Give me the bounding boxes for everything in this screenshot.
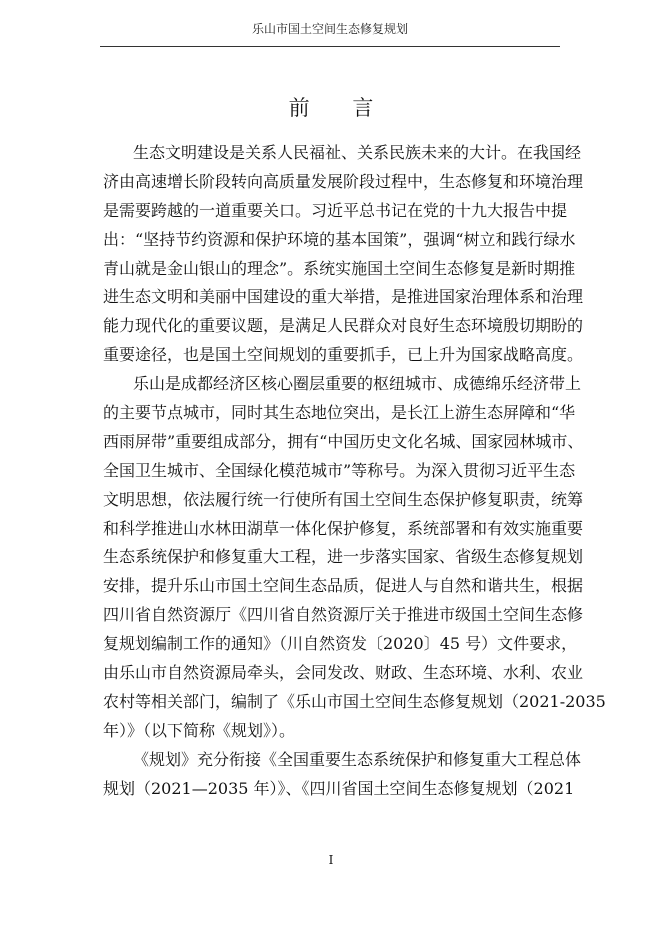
paragraph-line: 全国卫生城市、全国绿化模范城市”等称号。为深入贯彻习近平生态 (103, 460, 576, 480)
paragraph-line: 乐山是成都经济区核心圈层重要的枢纽城市、成德绵乐经济带上 (133, 374, 582, 394)
paragraph-line: 由乐山市自然资源局牵头，会同发改、财政、生态环境、水利、农业 (103, 663, 584, 683)
header-rule (100, 46, 560, 47)
paragraph-line: 年）》（以下简称《规划》）。 (103, 720, 296, 740)
paragraph-line: 是需要跨越的一道重要关口。习近平总书记在党的十九大报告中提 (103, 200, 568, 220)
paragraph-line: 西雨屏带”重要组成部分，拥有“中国历史文化名城、国家园林城市、 (103, 431, 584, 451)
paragraph-line: 安排，提升乐山市国土空间生态品质，促进人与自然和谐共生，根据 (103, 576, 584, 596)
document-body (103, 139, 606, 803)
paragraph-line: 生态系统保护和修复重大工程，进一步落实国家、省级生态修复规划 (103, 547, 584, 567)
paragraph-line: 青山就是金山银山的理念”。系统实施国土空间生态修复是新时期推 (103, 258, 576, 278)
paragraph-line: 《规划》充分衔接《全国重要生态系统保护和修复重大工程总体 (133, 749, 582, 769)
paragraph-line: 济由高速增长阶段转向高质量发展阶段过程中，生态修复和环境治理 (103, 171, 584, 191)
paragraph-line: 进生态文明和美丽中国建设的重大举措，是推进国家治理体系和治理 (103, 287, 584, 307)
running-header: 乐山市国土空间生态修复规划 (251, 22, 408, 36)
paragraph-line: 和科学推进山水林田湖草一体化保护修复，系统部署和有效实施重要 (103, 518, 584, 538)
paragraph-line: 农村等相关部门，编制了《乐山市国土空间生态修复规划（2021-2035 (103, 691, 606, 711)
paragraph-line: 文明思想，依法履行统一行使所有国土空间生态保护修复职责，统筹 (103, 489, 584, 509)
page-number: I (328, 853, 334, 867)
paragraph-line: 规划（2021—2035 年）》、《四川省国土空间生态修复规划（2021 (103, 778, 575, 798)
paragraph-line: 的主要节点城市，同时其生态地位突出，是长江上游生态屏障和“华 (103, 403, 576, 423)
paragraph-line: 生态文明建设是关系人民福祉、关系民族未来的大计。在我国经 (133, 143, 582, 162)
paragraph-line: 出：“坚持节约资源和保护环境的基本国策”，强调“树立和践行绿水 (103, 229, 576, 249)
paragraph-line: 能力现代化的重要议题，是满足人民群众对良好生态环境殷切期盼的 (103, 316, 584, 336)
paragraph-line: 复规划编制工作的通知》（川自然资发〔2020〕45 号）文件要求， (103, 634, 578, 654)
paragraph-line: 四川省自然资源厅《四川省自然资源厅关于推进市级国土空间生态修 (103, 605, 584, 625)
page-title: 前 言 (288, 96, 392, 120)
paragraph-line: 重要途径，也是国土空间规划的重要抓手，已上升为国家战略高度。 (103, 345, 584, 365)
